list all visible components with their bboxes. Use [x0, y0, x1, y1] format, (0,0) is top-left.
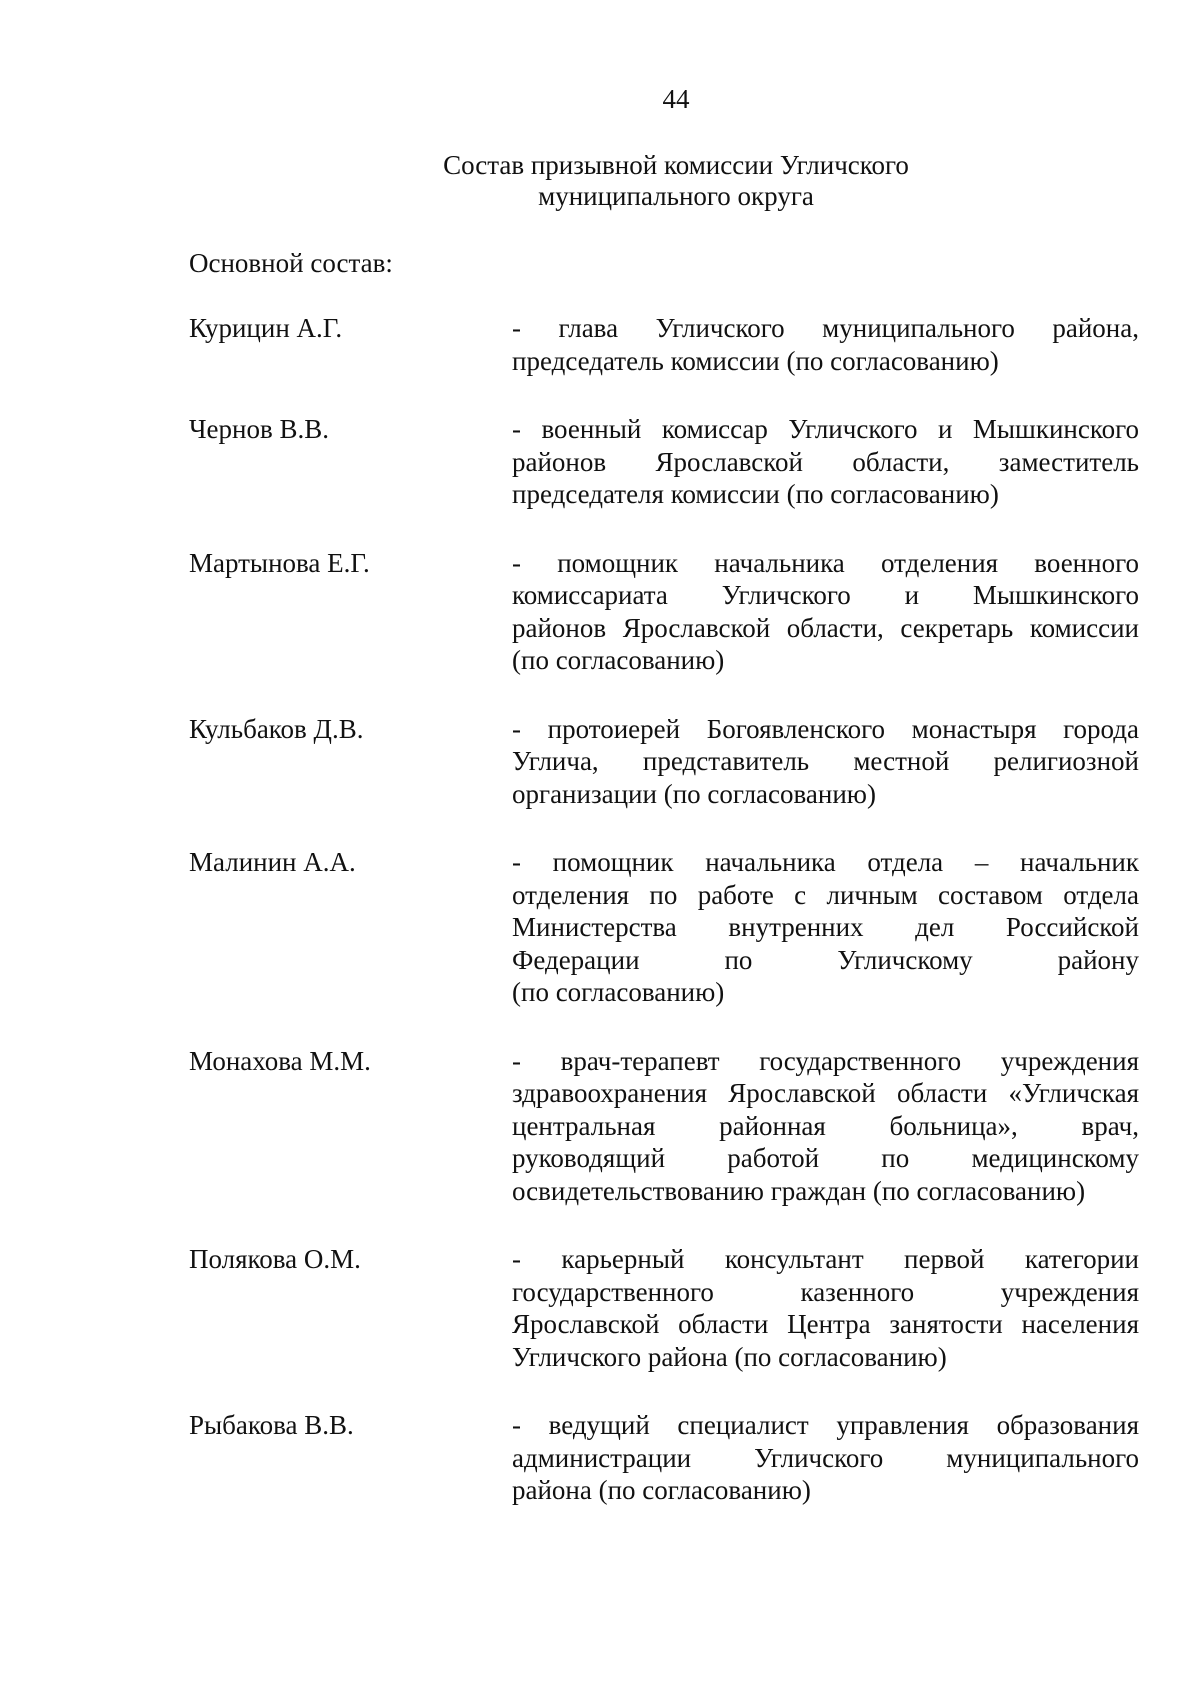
- role-line: председатель комиссии (по согласованию): [512, 345, 999, 376]
- member-name: Полякова О.М.: [189, 1244, 361, 1274]
- role-line: - врач-терапевт государственного учреждения: [512, 1045, 1139, 1076]
- member-entry: [189, 547, 1139, 677]
- role-line: - карьерный консультант первой категории: [512, 1244, 1139, 1274]
- member-role: [512, 846, 1139, 1009]
- role-line: центральная районная больница», врач,: [512, 1110, 1139, 1141]
- member-role: [512, 1045, 1139, 1208]
- role-line: отделения по работе с личным составом отдела: [512, 879, 1139, 910]
- document-title: [0, 150, 1200, 212]
- role-line: - помощник начальника отделения военного: [512, 547, 1139, 578]
- member-entry: [189, 1243, 1139, 1373]
- member-entry: [189, 1045, 1139, 1208]
- member-name: Монахова М.М.: [189, 1045, 371, 1076]
- member-name: Кульбаков Д.В.: [189, 713, 364, 744]
- page-number: 44: [662, 84, 690, 114]
- title-line-2: муниципального округа: [538, 181, 814, 211]
- member-role: [512, 413, 1139, 511]
- title-line-1: Состав призывной комиссии Угличского: [443, 150, 909, 180]
- member-role: [512, 1409, 1139, 1507]
- role-line: - ведущий специалист управления образования: [512, 1410, 1139, 1440]
- role-line: районов Ярославской области, секретарь комиссии: [512, 612, 1139, 643]
- role-line: (по согласованию): [512, 977, 725, 1007]
- role-line: здравоохранения Ярославской области «Угличская: [512, 1078, 1139, 1108]
- role-line: государственного казенного учреждения: [512, 1276, 1139, 1307]
- member-name: Мартынова Е.Г.: [189, 547, 370, 578]
- member-role: [512, 713, 1139, 811]
- member-entry: [189, 413, 1139, 511]
- role-line: Углича, представитель местной религиозной: [512, 746, 1139, 776]
- section-heading: Основной состав:: [189, 248, 393, 278]
- members-list: [189, 312, 1139, 1543]
- member-entry: [189, 312, 1139, 377]
- role-line: освидетельствованию граждан (по согласованию): [512, 1175, 1086, 1206]
- role-line: Ярославской области Центра занятости населения: [512, 1309, 1139, 1339]
- member-entry: [189, 1409, 1139, 1507]
- role-line: организации (по согласованию): [512, 778, 876, 809]
- member-name: Курицин А.Г.: [189, 313, 343, 343]
- role-line: руководящий работой по медицинскому: [512, 1143, 1139, 1173]
- role-line: комиссариата Угличского и Мышкинского: [512, 580, 1139, 610]
- role-line: Федерации по Угличскому району: [512, 944, 1139, 975]
- member-entry: [189, 713, 1139, 811]
- member-role: [512, 312, 1139, 377]
- role-line: - помощник начальника отдела – начальник: [512, 847, 1139, 877]
- role-line: председателя комиссии (по согласованию): [512, 479, 999, 509]
- role-line: (по согласованию): [512, 645, 725, 675]
- role-line: - военный комиссар Угличского и Мышкинского: [512, 414, 1139, 444]
- role-line: Угличского района (по согласованию): [512, 1341, 947, 1372]
- member-name: Чернов В.В.: [189, 414, 329, 444]
- role-line: Министерства внутренних дел Российской: [512, 912, 1139, 942]
- member-entry: [189, 846, 1139, 1009]
- role-line: района (по согласованию): [512, 1475, 811, 1505]
- role-line: администрации Угличского муниципального: [512, 1442, 1139, 1473]
- member-name: Малинин А.А.: [189, 847, 356, 877]
- role-line: - глава Угличского муниципального района,: [512, 313, 1139, 343]
- role-line: - протоиерей Богоявленского монастыря города: [512, 713, 1139, 744]
- member-role: [512, 1243, 1139, 1373]
- role-line: районов Ярославской области, заместитель: [512, 446, 1139, 477]
- member-role: [512, 547, 1139, 677]
- member-name: Рыбакова В.В.: [189, 1410, 354, 1440]
